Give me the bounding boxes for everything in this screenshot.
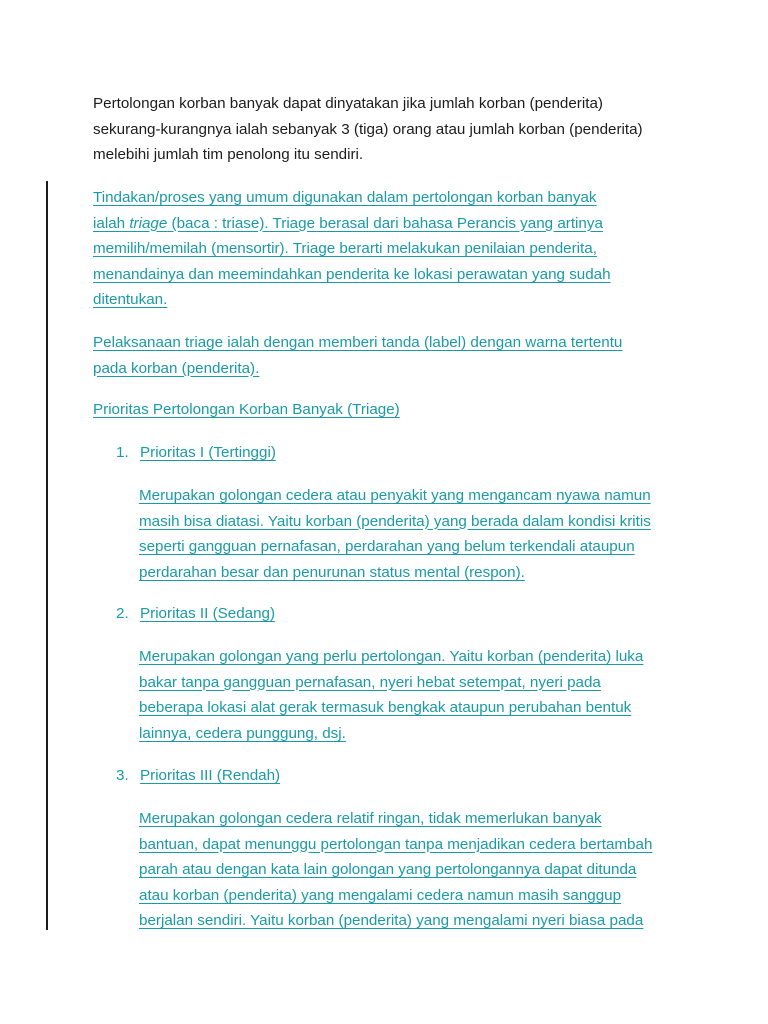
priority-2-line[interactable]: lainnya, cedera punggung, dsj.	[139, 724, 346, 742]
priority-1-description[interactable]	[139, 483, 699, 585]
priority-1-line[interactable]: perdarahan besar dan penurunan status mental (respon).	[139, 563, 525, 581]
priority-3-item[interactable]	[116, 763, 280, 789]
priority-2-item[interactable]	[116, 601, 275, 627]
priority-3-line[interactable]: bantuan, dapat menunggu pertolongan tanpa menjadikan cedera bertambah	[139, 835, 653, 853]
revision-change-bar	[46, 181, 48, 930]
intro-line: Pertolongan korban banyak dapat dinyatakan jika jumlah korban (penderita)	[93, 95, 603, 112]
priority-3-description[interactable]	[139, 806, 699, 934]
triage-definition-paragraph[interactable]	[93, 185, 703, 313]
priority-3-line[interactable]: Merupakan golongan cedera relatif ringan, tidak memerlukan banyak	[139, 810, 602, 827]
priority-1-number: 1.	[116, 444, 129, 461]
triage-label-line[interactable]: Pelaksanaan triage ialah dengan memberi tanda (label) dengan warna tertentu	[93, 334, 623, 351]
priority-2-description[interactable]	[139, 644, 699, 746]
priority-2-title: Prioritas II (Sedang)	[140, 605, 276, 622]
triage-term: triage	[129, 214, 168, 232]
triage-def-line[interactable]: ditentukan.	[93, 291, 168, 309]
priority-2-line[interactable]: beberapa lokasi alat gerak termasuk bengkak ataupun perubahan bentuk	[139, 699, 632, 717]
triage-label-line[interactable]: pada korban (penderita).	[93, 359, 260, 377]
triage-def-line[interactable]: menandainya dan meemindahkan penderita ke lokasi perawatan yang sudah	[93, 265, 611, 283]
triage-def-line[interactable]	[93, 215, 603, 232]
intro-paragraph	[93, 91, 703, 168]
triage-label-paragraph[interactable]	[93, 330, 703, 381]
triage-def-line[interactable]: Tindakan/proses yang umum digunakan dalam pertolongan korban banyak	[93, 189, 597, 206]
priority-2-number: 2.	[116, 605, 129, 622]
priority-2-line[interactable]: bakar tanpa gangguan pernafasan, nyeri hebat setempat, nyeri pada	[139, 673, 601, 691]
section-heading-link[interactable]: Prioritas Pertolongan Korban Banyak (Triage)	[93, 401, 400, 418]
triage-def-rest: (baca : triase). Triage berasal dari bahasa Perancis yang artinya	[167, 214, 603, 232]
priority-3-title: Prioritas III (Rendah)	[140, 767, 281, 784]
priority-3-number: 3.	[116, 767, 129, 784]
triage-def-prefix: ialah	[93, 214, 130, 232]
triage-def-line[interactable]: memilih/memilah (mensortir). Triage berarti melakukan penilaian penderita,	[93, 240, 597, 258]
priority-1-item[interactable]	[116, 440, 276, 466]
priority-3-line[interactable]: berjalan sendiri. Yaitu korban (penderita) yang mengalami nyeri biasa pada	[139, 912, 644, 930]
priority-2-line[interactable]: Merupakan golongan yang perlu pertolongan. Yaitu korban (penderita) luka	[139, 648, 644, 665]
priority-1-line[interactable]: seperti gangguan pernafasan, perdarahan yang belum terkendali ataupun	[139, 538, 635, 556]
priority-1-line[interactable]: Merupakan golongan cedera atau penyakit yang mengancam nyawa namun	[139, 487, 651, 504]
priority-1-title: Prioritas I (Tertinggi)	[140, 444, 276, 461]
intro-line: sekurang-kurangnya ialah sebanyak 3 (tiga) orang atau jumlah korban (penderita)	[93, 120, 643, 138]
priority-1-line[interactable]: masih bisa diatasi. Yaitu korban (penderita) yang berada dalam kondisi kritis	[139, 512, 651, 530]
priority-3-line[interactable]: parah atau dengan kata lain golongan yang pertolongannya dapat ditunda	[139, 861, 637, 879]
intro-line: melebihi jumlah tim penolong itu sendiri.	[93, 146, 364, 164]
priority-3-line[interactable]: atau korban (penderita) yang mengalami cedera namun masih sanggup	[139, 886, 622, 904]
section-heading[interactable]	[93, 397, 703, 423]
